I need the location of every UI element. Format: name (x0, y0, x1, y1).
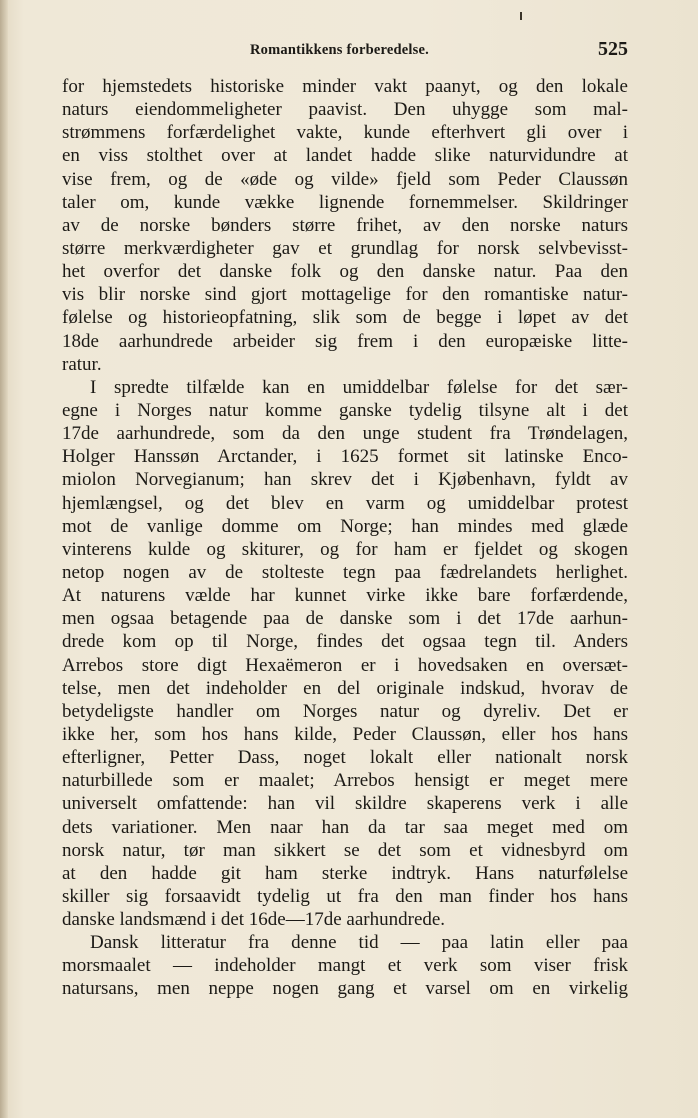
text-line: natursans, men neppe nogen gang et varsel om en virkelig (62, 978, 628, 1000)
text-line: egne i Norges natur komme ganske tydelig tilsyne alt i det (62, 399, 628, 421)
text-line: større merkværdigheter gav et grundlag for norsk selvbevisst- (62, 237, 628, 259)
text-line: drede kom op til Norge, findes det ogsaa tegn til. Anders (62, 631, 628, 653)
text-line: morsmaalet — indeholder mangt et verk som viser frisk (62, 955, 628, 977)
text-line: naturbillede som er maalet; Arrebos hensigt er meget mere (62, 770, 628, 792)
text-line: miolon Norvegianum; han skrev det i Kjøbenhavn, fyldt av (62, 469, 628, 491)
text-line: 17de aarhundrede, som da den unge student fra Trøndelagen, (62, 423, 628, 445)
text-line: dets variationer. Men naar han da tar saa meget med om (62, 816, 628, 838)
text-line: for hjemstedets historiske minder vakt paanyt, og den lokale (62, 76, 628, 97)
text-line: av de norske bønders større frihet, av den norske naturs (62, 214, 628, 236)
text-line: Arrebos store digt Hexaëmeron er i hovedsaken en oversæt- (62, 654, 628, 676)
text-line: vinterens kulde og skiturer, og for ham er fjeldet og skogen (62, 538, 628, 560)
text-line: betydeligste handler om Norges natur og dyreliv. Det er (62, 700, 628, 722)
text-line: Holger Hanssøn Arctander, i 1625 formet sit latinske Enco- (62, 446, 628, 468)
text-line: het overfor det danske folk og den danske natur. Paa den (62, 261, 628, 283)
text-line: efterligner, Petter Dass, noget lokalt eller nationalt norsk (62, 747, 628, 769)
text-line: I spredte tilfælde kan en umiddelbar følelse for det sær- (90, 376, 628, 398)
text-line: telse, men det indeholder en del originale indskud, hvorav de (62, 677, 628, 699)
text-line: 18de aarhundrede arbeider sig frem i den europæiske litte- (62, 330, 628, 352)
page-header (62, 38, 628, 68)
text-line: men ogsaa betagende paa de danske som i det 17de aarhun- (62, 608, 628, 630)
text-line: ikke her, som hos hans kilde, Peder Claussøn, eller hos hans (62, 723, 628, 745)
running-title: Romantikkens forberedelse. (250, 42, 429, 58)
text-line: danske landsmænd i det 16de—17de aarhundrede. (62, 909, 446, 931)
text-line: netop nogen av de stolteste tegn paa fædrelandets herlighet. (62, 561, 628, 583)
text-line: vise frem, og de «øde og vilde» fjeld som Peder Claussøn (62, 168, 628, 190)
page-spine-shadow (0, 0, 8, 1118)
text-line: At naturens vælde har kunnet virke ikke bare forfærdende, (62, 585, 628, 607)
text-line: at den hadde git ham sterke indtryk. Hans naturfølelse (62, 862, 628, 884)
text-line: taler om, kunde vække lignende fornemmelser. Skildringer (62, 191, 628, 213)
text-line: norsk natur, tør man sikkert se det som et vidnesbyrd om (62, 839, 628, 861)
text-line: strømmens forfærdelighet vakte, kunde efterhvert gli over i (62, 122, 628, 144)
text-line: følelse og historieopfatning, slik som de begge i løpet av det (62, 307, 628, 329)
text-line: ratur. (62, 353, 102, 375)
text-line: naturs eiendommeligheter paavist. Den uhygge som mal- (62, 99, 628, 121)
text-line: universelt omfattende: han vil skildre skaperens verk i alle (62, 793, 628, 815)
print-mark (520, 12, 522, 20)
text-line: skiller sig forsaavidt tydelig ut fra den man finder hos hans (62, 885, 628, 907)
text-line: mot de vanlige domme om Norge; han mindes med glæde (62, 515, 628, 537)
text-line: Dansk litteratur fra denne tid — paa latin eller paa (90, 932, 628, 954)
text-line: hjemlængsel, og det blev en varm og umiddelbar protest (62, 492, 628, 514)
page-number: 525 (598, 38, 628, 60)
text-line: vis blir norske sind gjort mottagelige for den romantiske natur- (62, 284, 628, 306)
body-text (62, 75, 628, 1001)
text-line: en viss stolthet over at landet hadde slike naturvidundre at (62, 145, 628, 167)
